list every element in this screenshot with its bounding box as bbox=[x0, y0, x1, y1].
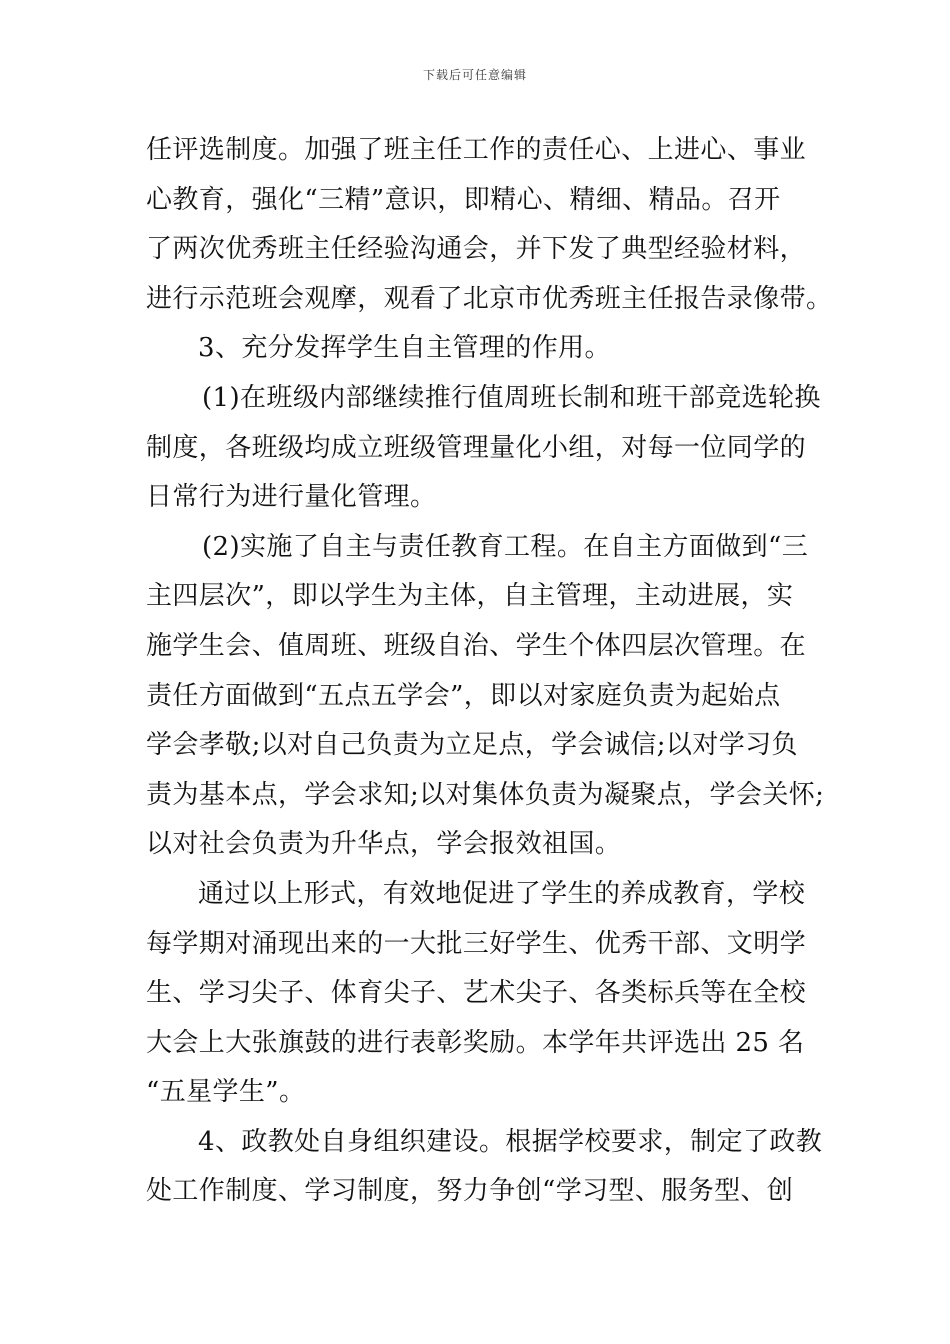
text-line: 日常行为进行量化管理。 bbox=[146, 482, 437, 513]
document-body bbox=[146, 126, 833, 1217]
text-line: 责任方面做到“五点五学会”，即以对家庭负责为起始点 bbox=[146, 680, 781, 711]
text-line: 主四层次”，即以学生为主体，自主管理，主动进展，实 bbox=[146, 581, 794, 612]
text-line: 任评选制度。加强了班主任工作的责任心、上进心、事业 bbox=[146, 135, 807, 165]
text-line: 以对社会负责为升华点，学会报效祖国。 bbox=[146, 829, 622, 860]
page-header-note: 下载后可任意编辑 bbox=[422, 68, 527, 82]
section-heading: 3、充分发挥学生自主管理的作用。 bbox=[198, 333, 611, 364]
text-line: 了两次优秀班主任经验沟通会，并下发了典型经验材料， bbox=[146, 234, 807, 265]
text-line: 施学生会、值周班、班级自治、学生个体四层次管理。在 bbox=[146, 630, 807, 661]
text-line: (2)实施了自主与责任教育工程。在自主方面做到“三 bbox=[202, 531, 809, 562]
text-line: 每学期对涌现出来的一大批三好学生、优秀干部、文明学 bbox=[146, 928, 807, 959]
text-line: 处工作制度、学习制度，努力争创“学习型、服务型、创 bbox=[146, 1176, 794, 1207]
text-line: 通过以上形式，有效地促进了学生的养成教育，学校 bbox=[198, 878, 806, 909]
text-line: 大会上大张旗鼓的进行表彰奖励。本学年共评选出 25 名 bbox=[146, 1027, 805, 1058]
text-line: 生、学习尖子、体育尖子、艺术尖子、各类标兵等在全校 bbox=[146, 978, 807, 1009]
section-heading: 4、政教处自身组织建设。根据学校要求，制定了政教 bbox=[198, 1126, 823, 1157]
text-line: 责为基本点，学会求知;以对集体负责为凝聚点，学会关怀; bbox=[146, 779, 825, 810]
text-line: “五星学生”。 bbox=[146, 1077, 306, 1108]
text-line: 进行示范班会观摩，观看了北京市优秀班主任报告录像带。 bbox=[146, 283, 833, 314]
text-line: 心教育，强化“三精”意识，即精心、精细、精品。召开 bbox=[146, 184, 781, 215]
text-line: 学会孝敬;以对自己负责为立足点，学会诚信;以对学习负 bbox=[146, 730, 798, 761]
text-line: (1)在班级内部继续推行值周班长制和班干部竞选轮换 bbox=[202, 382, 821, 413]
text-line: 制度，各班级均成立班级管理量化小组，对每一位同学的 bbox=[146, 432, 807, 463]
